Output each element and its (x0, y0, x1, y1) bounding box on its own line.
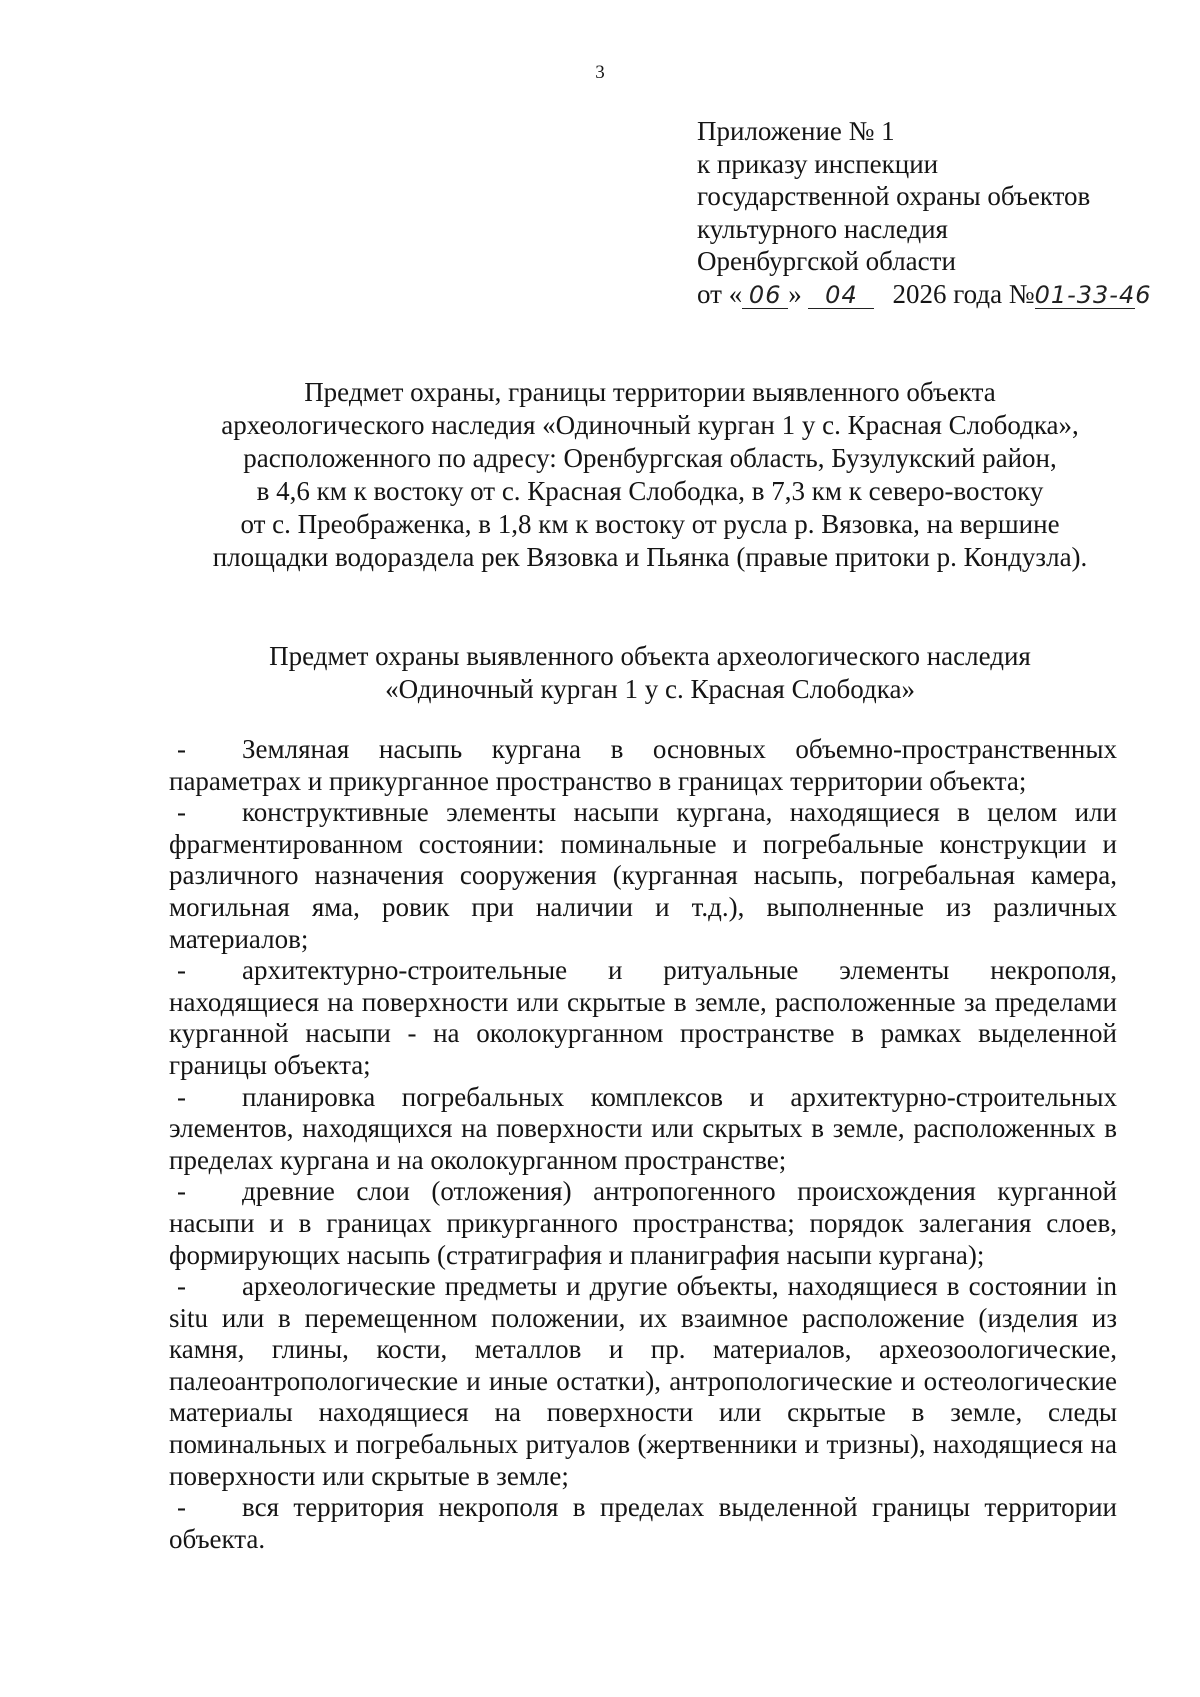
date-prefix: от « (697, 278, 743, 309)
appendix-line-3: государственной охраны объектов (697, 181, 1091, 211)
title-line: от с. Преображенка, в 1,8 км к востоку от русла р. Вязовка, на вершине (240, 509, 1060, 539)
title-line: Предмет охраны, границы территории выявленного объекта (304, 377, 996, 407)
title-line: расположенного по адресу: Оренбургская область, Бузулукский район, (243, 443, 1057, 473)
section-heading-line: Предмет охраны выявленного объекта археологического наследия (269, 641, 1031, 671)
list-item-text: планировка погребальных комплексов и архитектурно-строительных элементов, находящихся на поверхности или скрытых в земле, расположенных в пределах кургана и на околокурганном пространстве; (169, 1081, 1117, 1175)
list-item (169, 1492, 1117, 1555)
document-title (150, 376, 1150, 574)
list-item (169, 955, 1117, 1081)
list-item (169, 1082, 1117, 1177)
list-dash: - (177, 1081, 186, 1112)
section-heading-line: «Одиночный курган 1 у с. Красная Слободка» (385, 674, 915, 704)
list-item-text: архитектурно-строительные и ритуальные элементы некрополя, находящиеся на поверхности или скрытые в земле, расположенные за пределами курганной насыпи - на околокурганном пространстве в рамках выделенной границы объекта; (169, 955, 1117, 1080)
handwritten-day: 06 (742, 282, 788, 309)
list-dash: - (177, 1271, 186, 1302)
list-item-text: древние слои (отложения) антропогенного происхождения курганной насыпи и в границах прикурганного пространства; порядок залегания слоев, формирующих насыпь (стратиграфия и планиграфия насыпи кургана); (169, 1176, 1117, 1270)
appendix-line-1: Приложение № 1 (697, 116, 895, 146)
appendix-line-4: культурного наследия (697, 213, 948, 244)
list-item-text: Земляная насыпь кургана в основных объемно-пространственных параметрах и прикурганное пространство в границах территории объекта; (169, 734, 1117, 796)
year-text: 2026 года № (892, 278, 1035, 309)
list-item (169, 797, 1117, 955)
list-dash: - (177, 734, 186, 764)
list-dash: - (177, 1176, 186, 1207)
list-item-text: вся территория некрополя в пределах выделенной границы территории объекта. (169, 1492, 1117, 1554)
appendix-line-2: к приказу инспекции (697, 148, 939, 179)
list-item-text: конструктивные элементы насыпи кургана, находящиеся в целом или фрагментированном состоянии: поминальные и погребальные конструкции и различного назначения сооружения (курганная насыпь, погребальная камера, могильная яма, ровик при наличии и т.д.), выполненные из различных материалов; (169, 797, 1117, 954)
title-line: площадки водораздела рек Вязовка и Пьянка (правые притоки р. Кондузла). (212, 542, 1088, 572)
section-heading (150, 640, 1150, 706)
protection-items-list (169, 734, 1117, 1555)
date-mid: » (788, 278, 802, 309)
appendix-header (697, 115, 1167, 310)
appendix-line-5: Оренбургской области (697, 246, 956, 276)
list-dash: - (177, 1492, 186, 1523)
list-item (169, 1176, 1117, 1271)
handwritten-order-number: 01-33-46 (1034, 280, 1152, 309)
handwritten-month: 04 (808, 282, 874, 309)
page-number: 3 (595, 62, 605, 83)
list-item-text: археологические предметы и другие объекты, находящиеся в состоянии in situ или в перемещенном положении, их взаимное расположение (изделия из камня, глины, кости, металлов и пр. материалов, археозоологические, палеоантропологические и иные остатки), антропологические и остеологические материалы находящиеся на поверхности или скрытые в земле, следы поминальных и погребальных ритуалов (жертвенники и тризны), находящиеся на поверхности или скрытые в земле; (169, 1271, 1117, 1491)
order-date-line (697, 278, 1167, 311)
list-dash: - (177, 797, 186, 828)
list-item (169, 1271, 1117, 1492)
title-line: в 4,6 км к востоку от с. Красная Слободка, в 7,3 км к северо-востоку (256, 476, 1044, 506)
title-line: археологического наследия «Одиночный курган 1 у с. Красная Слободка», (221, 410, 1079, 440)
list-dash: - (177, 955, 186, 986)
list-item (169, 734, 1117, 797)
